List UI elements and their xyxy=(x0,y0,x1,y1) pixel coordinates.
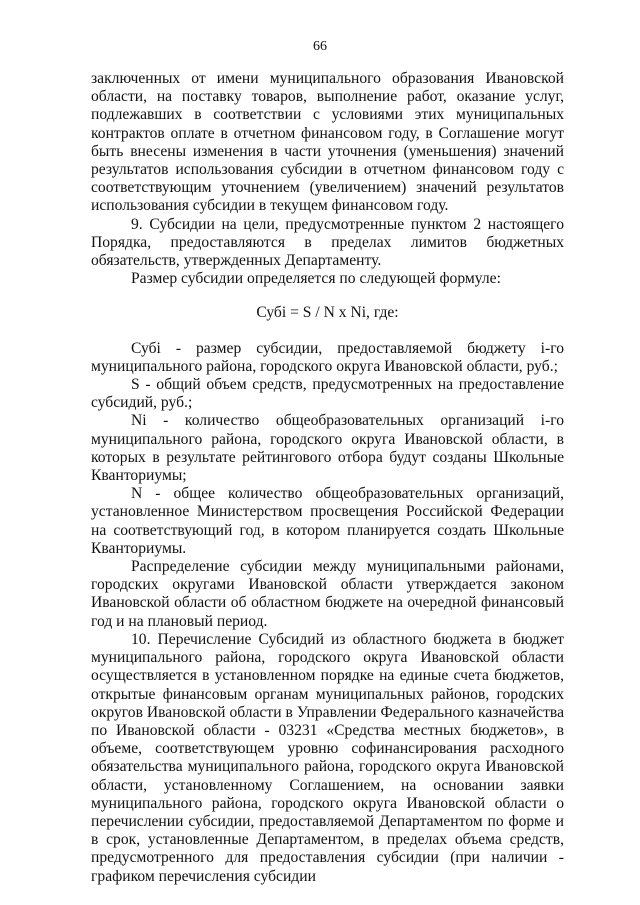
definition-ni: Ni - количество общеобразовательных организаций i-го муниципального района, городского округа Ивановской области, в которых в результате рейтингового отбора будут созданы Школьные Кванториумы; xyxy=(91,412,564,485)
definition-subi: Субi - размер субсидии, предоставляемой бюджету i-го муниципального района, городского округа Ивановской области, руб.; xyxy=(91,339,564,375)
document-body xyxy=(91,70,564,886)
paragraph-item-9: 9. Субсидии на цели, предусмотренные пунктом 2 настоящего Порядка, предоставляются в пределах лимитов бюджетных обязательств, утвержденных Департаменту. xyxy=(91,215,564,270)
page-number: 66 xyxy=(313,39,327,54)
paragraph-distribution: Распределение субсидии между муниципальными районами, городских округами Ивановской области утверждается законом Ивановской области об областном бюджете на очередной финансовый год и на плановый период. xyxy=(91,558,564,630)
formula: Субi = S / N x Ni, где: xyxy=(256,304,399,322)
definition-n: N - общее количество общеобразовательных организаций, установленное Министерством просвещения Российской Федерации на соответствующий год, в котором планируется создать Школьные Кванториумы. xyxy=(91,485,564,557)
definition-s: S - общий объем средств, предусмотренных на предоставление субсидий, руб.; xyxy=(91,376,564,412)
paragraph-formula-intro: Размер субсидии определяется по следующей формуле: xyxy=(131,270,501,288)
paragraph-continuation: заключенных от имени муниципального образования Ивановской области, на поставку товаров, выполнение работ, оказание услуг, подлежавших в соответствии с условиями этих муниципальных контрактов оплате в отчетном финансовом году, в Соглашение могут быть внесены изменения в части уточнения (уменьшения) значений результатов использования субсидии в отчетном финансовом году с соответствующим уточнением (увеличением) значений результатов использования субсидии в текущем финансовом году. xyxy=(91,70,564,215)
paragraph-item-10: 10. Перечисление Субсидий из областного бюджета в бюджет муниципального района, городского округа Ивановской области осуществляется в установленном порядке на единые счета бюджетов, открытые финансовым органам муниципальных районов, городских округов Ивановской области в Управлении Федерального казначейства по Ивановской области - 03231 «Средства местных бюджетов», в объеме, соответствующем уровню софинансирования расходного обязательства муниципального района, городского округа Ивановской области, установленному Соглашением, на основании заявки муниципального района, городского округа Ивановской области о перечислении субсидии, предоставляемой Департаментом по форме и в срок, установленные Департаментом, в пределах объема средств, предусмотренного для предоставления субсидии (при наличии - графиком перечисления субсидии xyxy=(91,630,564,885)
